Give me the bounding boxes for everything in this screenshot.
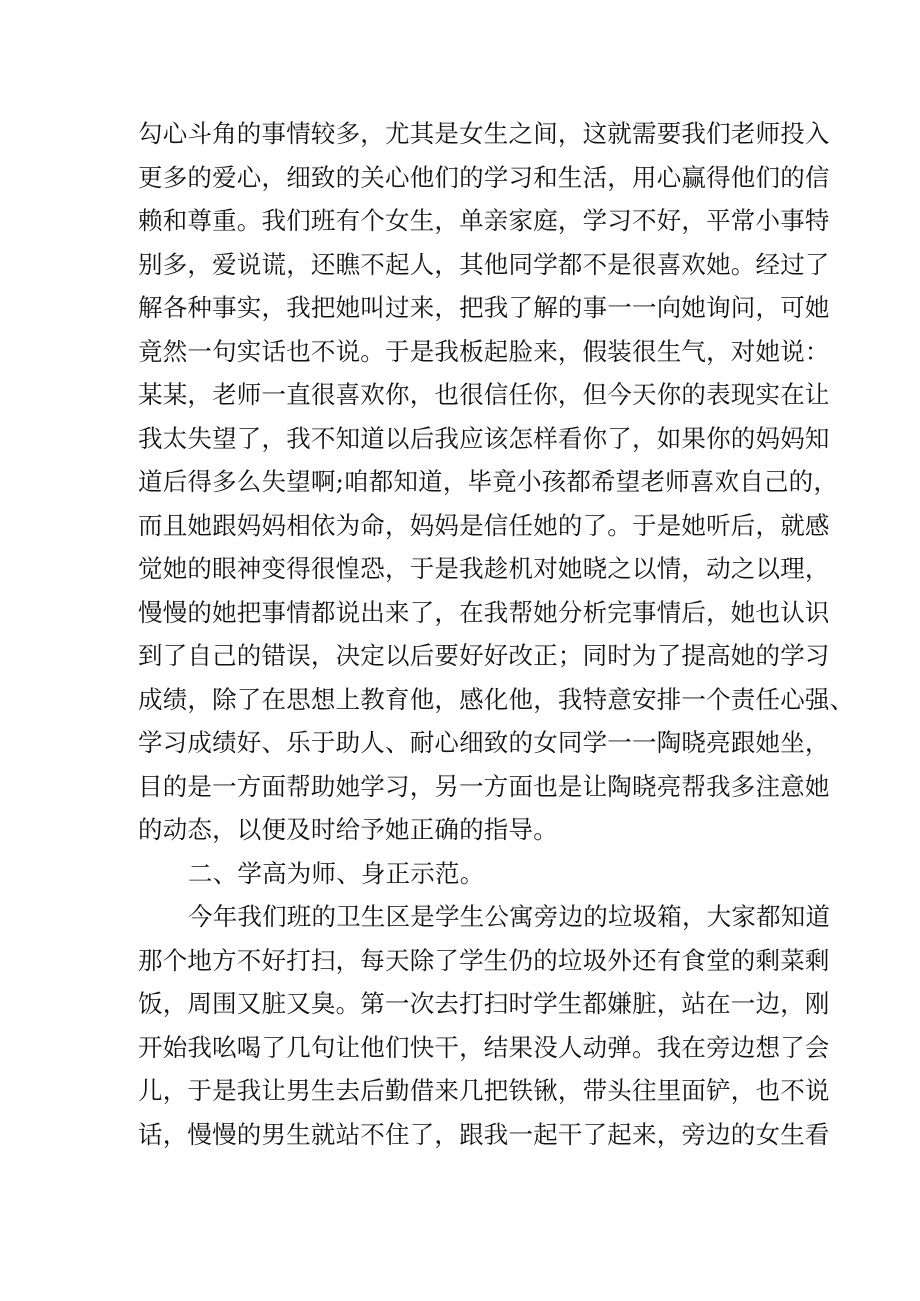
- text-line: 我太失望了，我不知道以后我应该怎样看你了，如果你的妈妈知: [138, 423, 830, 453]
- text-line: 某某，老师一直很喜欢你，也很信任你，但今天你的表现实在让: [138, 380, 830, 409]
- paragraph-line: 饭，周围又脏又臭。第一次去打扫时学生都嫌脏，站在一边，刚: [138, 989, 830, 1018]
- text-line: 学习成绩好、乐于助人、耐心细致的女同学一一陶晓亮跟她坐，: [138, 728, 830, 757]
- text-line: 慢慢的她把事情都说出来了，在我帮她分析完事情后，她也认识: [138, 597, 830, 627]
- text-line: 赖和尊重。我们班有个女生，单亲家庭，学习不好，平常小事特: [138, 206, 830, 235]
- paragraph-line: 今年我们班的卫生区是学生公寓旁边的垃圾箱，大家都知道: [188, 902, 831, 931]
- section-heading: 二、学高为师、身正示范。: [188, 858, 485, 888]
- text-line: 的动态，以便及时给予她正确的指导。: [138, 815, 558, 844]
- text-line: 成绩，除了在思想上教育他，感化他，我特意安排一个责任心强、: [138, 684, 855, 714]
- text-line: 到了自己的错误，决定以后要好好改正；同时为了提高她的学习: [138, 641, 830, 670]
- text-line: 目的是一方面帮助她学习，另一方面也是让陶晓亮帮我多注意她: [138, 771, 830, 801]
- text-line: 别多，爱说谎，还瞧不起人，其他同学都不是很喜欢她。经过了: [138, 249, 830, 279]
- text-line: 更多的爱心，细致的关心他们的学习和生活，用心赢得他们的信: [138, 162, 830, 192]
- paragraph-line: 儿，于是我让男生去后勤借来几把铁锹，带头往里面铲，也不说: [138, 1076, 830, 1105]
- text-line: 竟然一句实话也不说。于是我板起脸来，假装很生气，对她说：: [138, 336, 830, 366]
- paragraph-line: 话，慢慢的男生就站不住了，跟我一起干了起来，旁边的女生看: [138, 1119, 830, 1149]
- paragraph-line: 那个地方不好打扫，每天除了学生仍的垃圾外还有食堂的剩菜剩: [138, 945, 830, 975]
- paragraph-line: 开始我吆喝了几句让他们快干，结果没人动弹。我在旁边想了会: [138, 1032, 830, 1062]
- text-line: 勾心斗角的事情较多，尤其是女生之间，这就需要我们老师投入: [138, 119, 830, 148]
- body-text: [138, 112, 855, 1156]
- text-line: 解各种事实，我把她叫过来，把我了解的事一一向她询问，可她: [138, 293, 830, 322]
- text-line: 而且她跟妈妈相依为命，妈妈是信任她的了。于是她听后，就感: [138, 510, 830, 540]
- text-line: 道后得多么失望啊;咱都知道，毕竟小孩都希望老师喜欢自己的，: [138, 467, 839, 496]
- text-line: 觉她的眼神变得很惶恐，于是我趁机对她晓之以情，动之以理，: [138, 554, 830, 583]
